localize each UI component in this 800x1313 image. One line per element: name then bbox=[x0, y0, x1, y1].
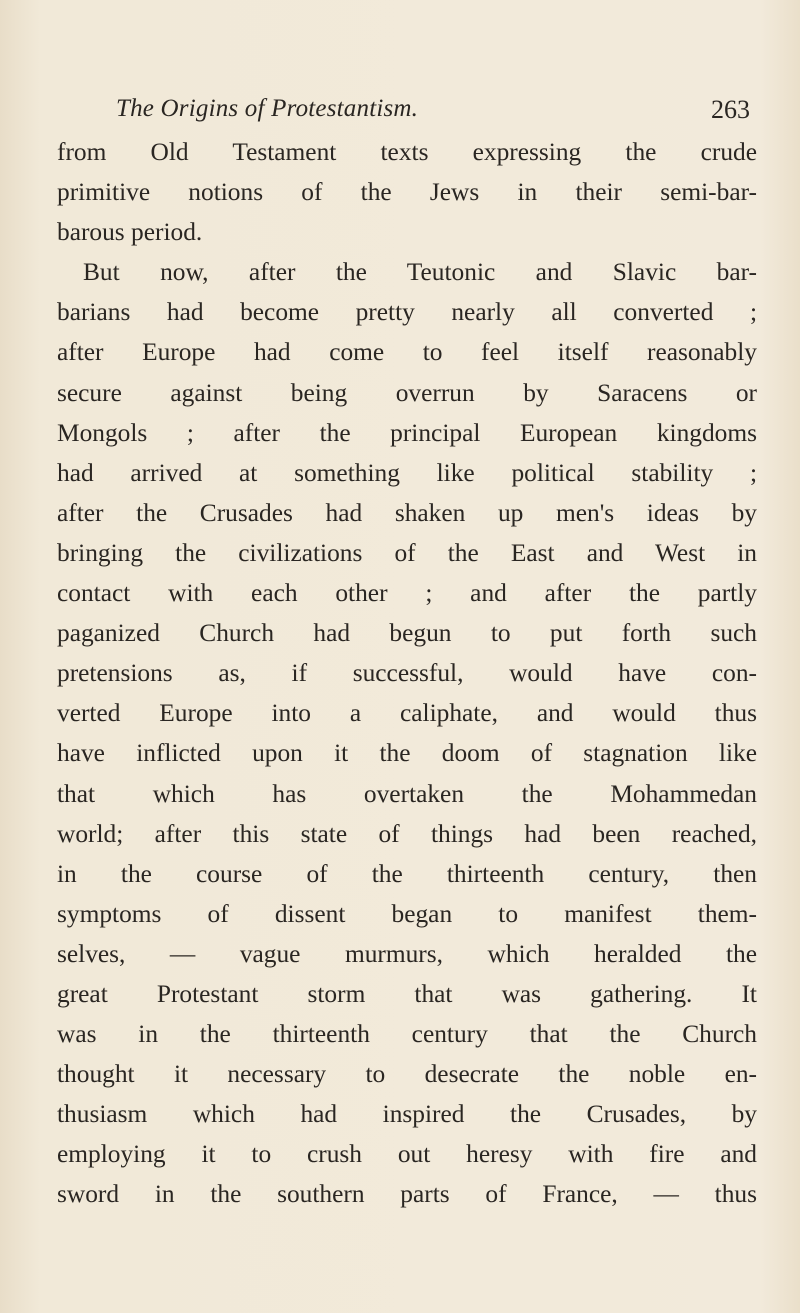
text-line: selves, — vague murmurs, which heralded the bbox=[57, 939, 757, 968]
text-line: barians had become pretty nearly all converted ; bbox=[57, 298, 757, 327]
text-line: secure against being overrun by Saracens or bbox=[57, 378, 757, 407]
text-line: thusiasm which had inspired the Crusades, by bbox=[57, 1100, 757, 1129]
text-line: paganized Church had begun to put forth such bbox=[57, 619, 757, 648]
text-line: barous period. bbox=[57, 218, 203, 247]
text-line: primitive notions of the Jews in their semi-bar- bbox=[57, 178, 757, 207]
text-line: was in the thirteenth century that the Church bbox=[57, 1020, 757, 1049]
text-line: had arrived at something like political stability ; bbox=[57, 458, 757, 487]
text-line: bringing the civilizations of the East and West in bbox=[57, 538, 757, 567]
text-line: after Europe had come to feel itself reasonably bbox=[57, 338, 757, 367]
body-text bbox=[57, 132, 757, 1215]
text-line: But now, after the Teutonic and Slavic bar- bbox=[83, 258, 757, 287]
text-line: from Old Testament texts expressing the crude bbox=[57, 138, 757, 166]
text-line: symptoms of dissent began to manifest them- bbox=[57, 899, 757, 928]
text-line: after the Crusades had shaken up men's ideas by bbox=[57, 498, 757, 527]
text-line: pretensions as, if successful, would have con- bbox=[57, 659, 757, 688]
text-line: in the course of the thirteenth century, then bbox=[57, 859, 757, 888]
page-number: 263 bbox=[711, 95, 750, 124]
text-line: verted Europe into a caliphate, and would thus bbox=[57, 699, 757, 728]
text-line: world; after this state of things had been reached, bbox=[57, 819, 757, 848]
running-title: The Origins of Protestantism. bbox=[116, 95, 419, 122]
text-line: sword in the southern parts of France, — thus bbox=[57, 1180, 757, 1209]
text-line: contact with each other ; and after the partly bbox=[57, 579, 757, 608]
text-line: Mongols ; after the principal European kingdoms bbox=[57, 418, 757, 447]
text-line: great Protestant storm that was gathering. It bbox=[57, 979, 757, 1008]
text-line: thought it necessary to desecrate the noble en- bbox=[57, 1060, 757, 1089]
text-line: employing it to crush out heresy with fire and bbox=[57, 1140, 757, 1169]
text-line: have inflicted upon it the doom of stagnation like bbox=[57, 739, 757, 768]
text-line: that which has overtaken the Mohammedan bbox=[57, 779, 757, 808]
running-head bbox=[108, 95, 750, 135]
